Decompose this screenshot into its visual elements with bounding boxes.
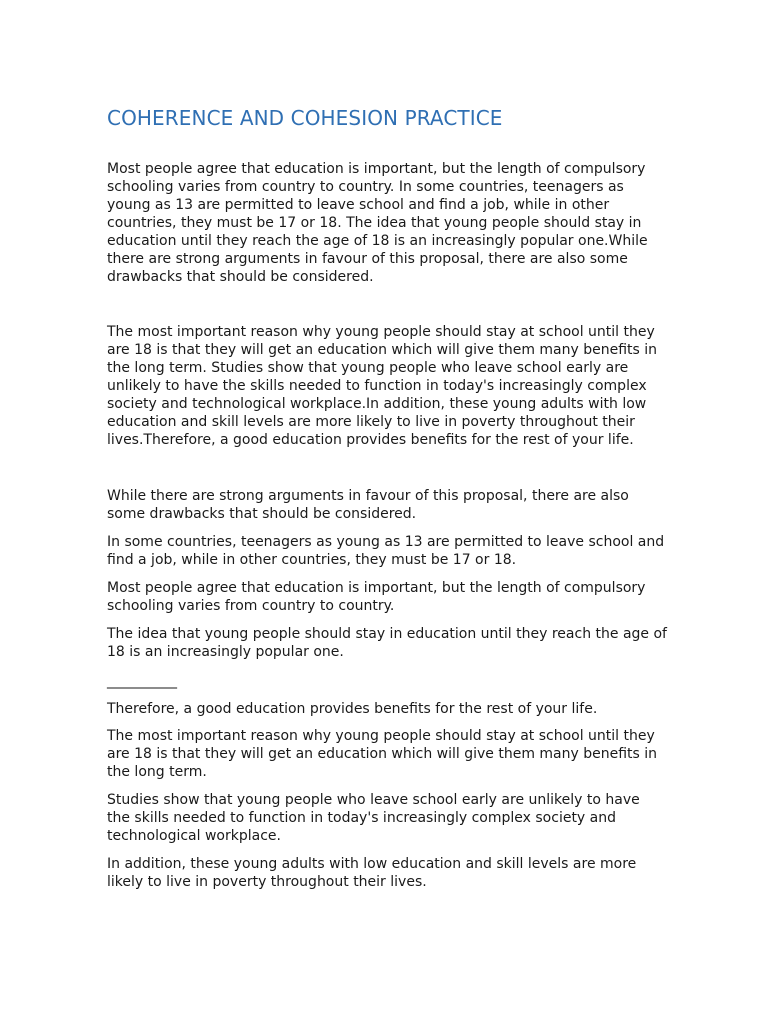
intro-sentence: Most people agree that education is important, but the length of compulsory schooling varies from country to country. (107, 580, 646, 614)
body-sentence: Therefore, a good education provides benefits for the rest of your life. (107, 701, 598, 717)
body-sentence: The most important reason why young people should stay at school until they are 18 is that they will get an education which will give them many benefits in the long term. (107, 728, 658, 780)
body-sentence: In addition, these young adults with low education and skill levels are more likely to live in poverty throughout their lives. (107, 856, 637, 890)
intro-sentence: While there are strong arguments in favour of this proposal, there are also some drawbacks that should be considered. (107, 488, 629, 522)
answer-blank: __________ (107, 673, 177, 689)
intro-sentence: The idea that young people should stay in education until they reach the age of 18 is an increasingly popular one. (107, 626, 667, 660)
body-sentence: Studies show that young people who leave school early are unlikely to have the skills needed to function in today's increasingly complex society and technological workplace. (107, 792, 640, 844)
intro-sentence: In some countries, teenagers as young as 13 are permitted to leave school and find a job, while in other countries, they must be 17 or 18. (107, 534, 665, 568)
body-paragraph: The most important reason why young people should stay at school until they are 18 is that they will get an education which will give them many benefits in the long term. Studies show that young people who leave school early are unlikely to have the skills needed to function in today's increasingly complex society and technological workplace.In addition, these young adults with low education and skill levels are more likely to live in poverty throughout their lives.Therefore, a good education provides benefits for the rest of your life. (107, 324, 658, 448)
document-title: COHERENCE AND COHESION PRACTICE (107, 106, 503, 130)
intro-paragraph: Most people agree that education is important, but the length of compulsory schooling varies from country to country. In some countries, teenagers as young as 13 are permitted to leave school and find a job, while in other countries, they must be 17 or 18. The idea that young people should stay in education until they reach the age of 18 is an increasingly popular one.While there are strong arguments in favour of this proposal, there are also some drawbacks that should be considered. (107, 161, 648, 285)
